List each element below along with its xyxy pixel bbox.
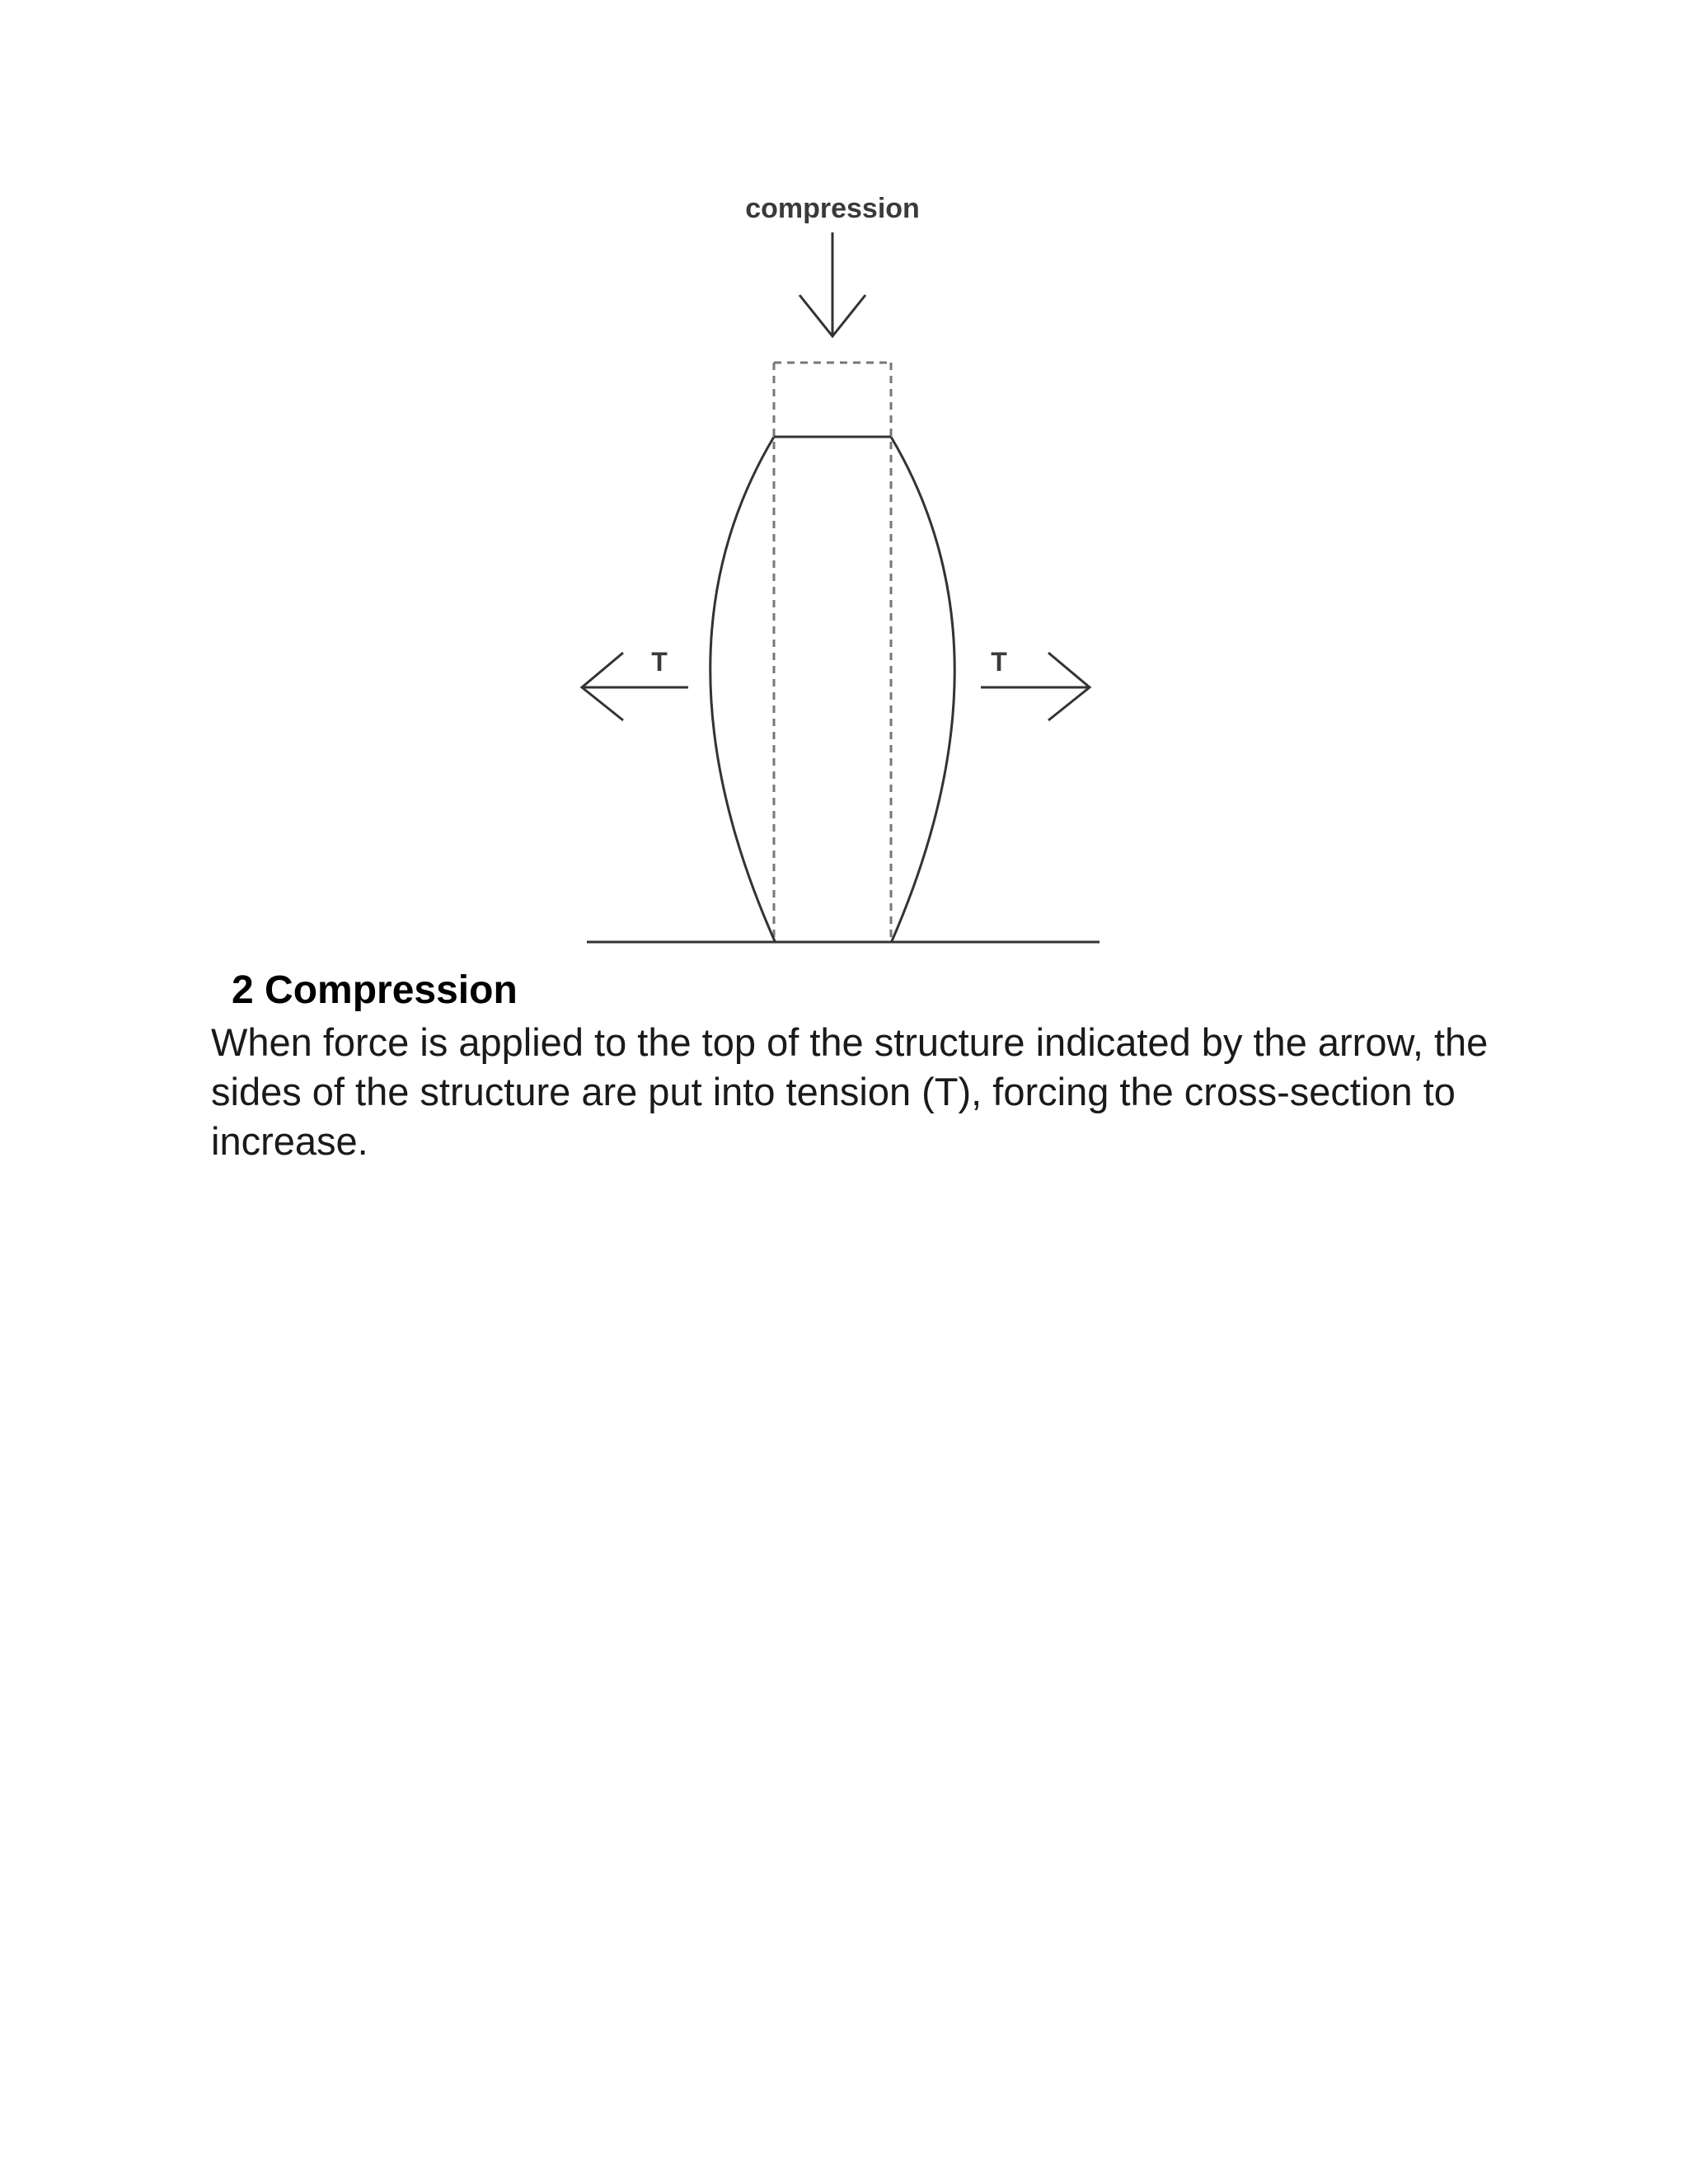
figure-caption-body: When force is applied to the top of the structure indicated by the arrow, the sides of the structure are put into tension (T), forcing the cross-section to increase.: [211, 1020, 1489, 1163]
original-shape-outline: [774, 363, 891, 941]
deformed-structure: [710, 437, 955, 941]
tension-arrow-left: [582, 653, 688, 720]
tension-label-left: T: [651, 647, 668, 677]
compression-label: compression: [745, 193, 920, 224]
tension-label-right: T: [991, 647, 1007, 677]
compression-arrow: [799, 232, 865, 336]
figure-caption-title: 2 Compression: [232, 968, 518, 1012]
compression-diagram: [0, 0, 1688, 989]
